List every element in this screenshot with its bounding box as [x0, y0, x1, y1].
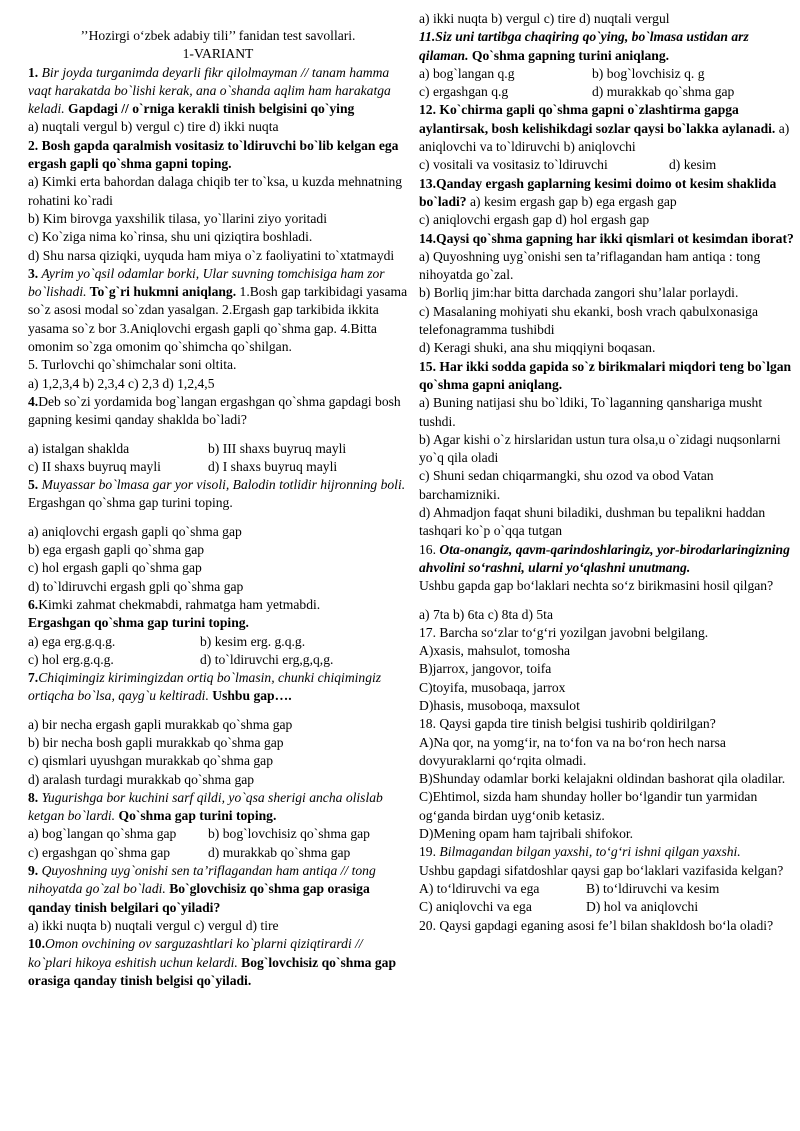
- question-11: [419, 28, 795, 101]
- question-sentence: Ayrim yo`qsil odamlar borki, Ular suvning tomchisiga ham zor bo`lishadi.: [28, 265, 385, 300]
- option-b: B) to‘ldiruvchi va kesim: [586, 880, 720, 896]
- question-stem: 12. Ko`chirma gapli qo`shma gapni o`zlashtirma gapga aylantirsak, bosh kelishikdagi sozlar qaysi bo`lakka aylanadi.: [419, 102, 776, 136]
- option-b: B)jarrox, jangovor, toifa: [419, 661, 552, 677]
- option-b: b) bog`lovchisiz qo`shma gap: [208, 826, 370, 842]
- option-d: d) Ahmadjon faqat shuni biladiki, dushman bu tepalikni haddan tashqari ko`p o`qqa tutgan: [419, 505, 766, 539]
- question-stem: 17. Barcha so‘zlar to‘g‘ri yozilgan javobni belgilang.: [419, 624, 709, 640]
- option-d: d) I shaxs buyruq mayli: [208, 458, 338, 474]
- option-d: d) murakkab qo`shma gap: [592, 84, 735, 100]
- question-number: 19.: [419, 844, 436, 860]
- option-c: c) hol ergash gapli qo`shma gap: [28, 560, 202, 576]
- question-task: Qo`shma gap turini toping.: [115, 808, 277, 824]
- question-task: Ushbu gapdagi sifatdoshlar qaysi gap bo‘laklari vazifasida kelgan?: [419, 862, 784, 878]
- option-a: A)Na qor, na yomg‘ir, na to‘fon va na bo‘ron hech narsa dovyuraklarni qo‘rqita olmadi.: [419, 734, 726, 768]
- option-b: B)Shunday odamlar borki kelajakni oldindan bashorat qila oladilar.: [419, 771, 786, 787]
- question-number: 8.: [28, 789, 39, 805]
- statement-list: 1.Bosh gap tarkibidagi yasama so`z asosi modal so`zdan yasalgan. 2.Ergash gap tarkibida ikkita yasama so`z bor 3.Aniqlovchi ergash gapli qo`shma gap. 4.Bitta omonim so`zga omonim qo`shimcha qo`shilgan.: [28, 284, 408, 355]
- options-a-b: a) aniqlovchi va to`ldiruvchi b) aniqlovchi: [419, 120, 790, 155]
- answer-options: a) 7ta b) 6ta c) 8ta d) 5ta: [419, 606, 553, 622]
- question-number: 5.: [28, 477, 39, 493]
- option-d: D)hasis, musoboqa, maxsulot: [419, 697, 580, 713]
- question-sentence: Bilmagandan bilgan yaxshi, to‘g‘ri ishni qilgan yaxshi.: [436, 844, 741, 860]
- left-column: [28, 27, 408, 990]
- option-a: a) aniqlovchi ergash gapli qo`shma gap: [28, 523, 242, 539]
- question-3: [28, 265, 408, 393]
- question-stem: 15. Har ikki sodda gapida so`z birikmalari miqdori teng bo`lgan qo`shma gapni aniqlang.: [419, 358, 792, 392]
- question-task: Gapdagi // o`rniga kerakli tinish belgisini qo`ying: [64, 101, 355, 117]
- question-5: [28, 476, 408, 596]
- question-number: 16.: [419, 541, 436, 557]
- answer-options: a) 1,2,3,4 b) 2,3,4 c) 2,3 d) 1,2,4,5: [28, 375, 215, 391]
- question-18: [419, 715, 795, 843]
- option-a: a) Buning natijasi shu bo`ldiki, To`laganning qanshariga musht tushdi.: [419, 395, 763, 429]
- question-sentence: Quyoshning uyg`onishi sen ta’riflagandan ham antiqa // tong nihoyatda go`zal bo`ladi.: [28, 863, 376, 897]
- question-14: [419, 230, 795, 358]
- answer-options: a) nuqtali vergul b) vergul c) tire d) ikki nuqta: [28, 119, 279, 135]
- option-d: d) to`ldiruvchi erg,g,q,g.: [200, 651, 334, 667]
- option-a: a) bog`langan qo`shma gap: [28, 826, 177, 842]
- option-a: a) ega erg.g.q.g.: [28, 633, 116, 649]
- option-b: b) bir necha bosh gapli murakkab qo`shma gap: [28, 734, 284, 750]
- option-c: c) Shuni sedan chiqarmangki, shu ozod va obod Vatan barchamiznikі.: [419, 468, 714, 502]
- option-d: d) Keragi shuki, ana shu miqqiyni boqasan.: [419, 340, 656, 356]
- question-10: [28, 935, 408, 990]
- option-c: C)toyifa, musobaqa, jarrox: [419, 679, 566, 695]
- option-c: C)Ehtimol, sizda ham shunday holler bo‘lgandir tun yarmidan og‘ganda birdan uyg‘onib ketasiz.: [419, 789, 758, 823]
- question-task: To`g`ri hukmni aniqlang.: [86, 284, 237, 300]
- document-title: ’’Hozirgi o‘zbek adabiy tili’’ fanidan test savollari.: [80, 28, 356, 43]
- option-a: a) istalgan shaklda: [28, 440, 130, 456]
- question-number: 11.: [419, 29, 436, 45]
- question-1: [28, 64, 408, 137]
- option-c: c) ergashgan q.g: [419, 84, 509, 100]
- question-task: Qo`shma gapning turini aniqlang.: [468, 47, 670, 63]
- question-sentence: Siz uni tartibga chaqiring qo`ying, bo`lmasa ustidan arz qilaman.: [419, 29, 749, 63]
- option-b: b) Kim birovga yaxshilik tilasa, yo`llarini ziyo yoritadi: [28, 210, 328, 226]
- statement-5: 5. Turlovchi qo`shimchalar soni oltita.: [28, 357, 237, 373]
- option-a: a) bir necha ergash gapli murakkab qo`shma gap: [28, 716, 293, 732]
- question-number: 3.: [28, 265, 39, 281]
- option-d: d) Shu narsa qiziqki, uyquda ham miya o`z faoliyatini to`xtatmaydi: [28, 247, 395, 263]
- question-sentence: Omon ovchining ov sarguzashtlari ko`plarni qiziqtirardi // ko`plari hikoya eshitish uchun kelardi.: [28, 936, 363, 970]
- option-b: b) kesim erg. g.q.g.: [200, 633, 306, 649]
- question-15: [419, 358, 795, 541]
- question-stem: 14.Qaysi qo`shma gapning har ikki qismlari ot kesimdan iborat?: [419, 230, 794, 246]
- question-task: Ushbu gap….: [208, 688, 292, 704]
- question-9: [28, 862, 408, 935]
- question-sentence: Yugurishga bor kuchini sarf qildi, yo`qsa sherigi ancha olislab ketgan bo`lardi.: [28, 789, 383, 824]
- question-16: [419, 541, 795, 624]
- option-a: a) Kimki erta bahordan dalaga chiqib ter to`ksa, u kuzda mehnatning rohatini ko`radi: [28, 174, 403, 208]
- option-a: a) bog`langan q.g: [419, 65, 515, 81]
- option-b: b) Borliq jim:har bitta darchada zangori shu’lalar porlaydi.: [419, 285, 739, 301]
- question-stem: 13.Qanday ergash gaplarning kesimi doimo ot kesim shaklida bo`ladi?: [419, 175, 777, 209]
- option-d: d) aralash turdagi murakkab qo`shma gap: [28, 771, 255, 787]
- question-7: [28, 669, 408, 789]
- option-a: a) Quyoshning uyg`onishi sen ta’riflagandan ham antiqa : tong nihoyatda go`zal.: [419, 248, 761, 283]
- question-sentence: Kimki zahmat chekmabdi, rahmatga ham yetmabdi.: [38, 596, 321, 612]
- question-number: 7.: [28, 670, 39, 686]
- question-number: 6.: [28, 596, 39, 612]
- question-task: Bo`glovchisiz qo`shma gap orasiga qanday tinish belgilari qo`yiladi?: [28, 881, 370, 915]
- question-6: [28, 596, 408, 669]
- question-task: Ushbu gapda gap bo‘laklari nechta so‘z birikmasini hosil qilgan?: [419, 578, 774, 594]
- question-20: [419, 917, 795, 935]
- question-stem: 18. Qaysi gapda tire tinish belgisi tushirib qoldirilgan?: [419, 716, 716, 732]
- question-sentence: Bir joyda turganimda deyarli fikr qilolmayman // tanam hamma vaqt harakatda bo`lishi kerak, ana o`shanda aqlim ham harakatga keladi.: [28, 64, 391, 117]
- option-d: d) kesim: [669, 157, 717, 173]
- options-a-b: a) kesim ergash gap b) ega ergash gap: [466, 193, 677, 209]
- option-a: A) to‘ldiruvchi va ega: [419, 880, 540, 896]
- question-17: [419, 624, 795, 715]
- option-b: b) III shaxs buyruq mayli: [208, 440, 347, 456]
- question-stem: 2. Bosh gapda qaralmish vositasiz to`ldiruvchi bo`lib kelgan ega ergash gapli qo`shma gapni toping.: [28, 137, 399, 172]
- question-2: [28, 137, 408, 265]
- option-d: D)Mening opam ham tajribali shifokor.: [419, 826, 634, 842]
- question-19: [419, 843, 795, 916]
- question-4: [28, 393, 408, 476]
- option-d: d) murakkab qo`shma gap: [208, 844, 351, 860]
- option-b: b) ega ergash gapli qo`shma gap: [28, 542, 205, 558]
- question-task: Bog`lovchisiz qo`shma gap orasiga qanday tinish belgisi qo`yiladi.: [28, 954, 397, 988]
- option-c: c) hol erg.g.q.g.: [28, 651, 114, 667]
- options-c-d: c) aniqlovchi ergash gap d) hol ergash gap: [419, 212, 650, 228]
- option-c: c) Masalaning mohiyati shu ekanki, bosh vrach qabulxonasiga telefonagramma tushibdi: [419, 303, 759, 338]
- option-c: c) qismlari uyushgan murakkab qo`shma gap: [28, 753, 274, 769]
- question-12: [419, 101, 795, 174]
- question-13: [419, 175, 795, 230]
- question-sentence: Chiqimingiz kirimingizdan ortiq bo`lmasin, chunki chiqimingiz ortiqcha bo`lsa, qayg`u keltiradi.: [28, 670, 382, 704]
- question-number: 1.: [28, 64, 39, 80]
- question-task: Ergashgan qo`shma gap turini toping.: [28, 495, 233, 511]
- question-task: Ergashgan qo`shma gap turini toping.: [28, 615, 249, 631]
- question-sentence: Muyassar bo`lmasa gar yor visoli, Balodin totlidir hijronning boli.: [38, 477, 406, 493]
- option-a: A)xasis, mahsulot, tomosha: [419, 643, 571, 659]
- option-c: c) vositali va vositasiz to`ldiruvchi: [419, 157, 608, 173]
- question-10-options: a) ikki nuqta b) vergul c) tire d) nuqtali vergul: [419, 11, 670, 26]
- question-stem: Deb so`zi yordamida bog`langan ergashgan qo`shma gapdagi bosh gapning kesimi qanday shaklda bo`ladi?: [28, 393, 401, 428]
- question-sentence: Ota-onangiz, qavm-qarindoshlaringiz, yor-birodarlaringizning ahvolini so‘rashni, ularni yo‘qlashni unutmang.: [419, 541, 790, 575]
- question-number: 4.: [28, 393, 39, 409]
- option-b: b) bog`lovchisiz q. g: [592, 65, 705, 81]
- option-b: b) Agar kishi o`z hirslaridan ustun tura olsa,u o`zidagi nuqsonlarni yo`q qila oladi: [419, 431, 781, 466]
- question-stem: 20. Qaysi gapdagi eganing asosi fe’l bilan shakldosh bo‘la oladi?: [419, 917, 774, 933]
- question-number: 10.: [28, 936, 45, 952]
- option-c: c) ergashgan qo`shma gap: [28, 844, 171, 860]
- option-c: c) Ko`ziga nima ko`rinsa, shu uni qiziqtira boshladi.: [28, 229, 313, 245]
- option-c: C) aniqlovchi va ega: [419, 899, 532, 915]
- option-c: c) II shaxs buyruq mayli: [28, 458, 161, 474]
- question-number: 9.: [28, 863, 39, 879]
- answer-options: a) ikki nuqta b) nuqtali vergul c) vergul d) tire: [28, 917, 279, 933]
- variant-label: 1-VARIANT: [182, 46, 254, 62]
- right-column: [419, 10, 795, 935]
- option-d: D) hol va aniqlovchi: [586, 899, 699, 915]
- option-d: d) to`ldiruvchi ergash gpli qo`shma gap: [28, 578, 244, 594]
- question-8: [28, 789, 408, 862]
